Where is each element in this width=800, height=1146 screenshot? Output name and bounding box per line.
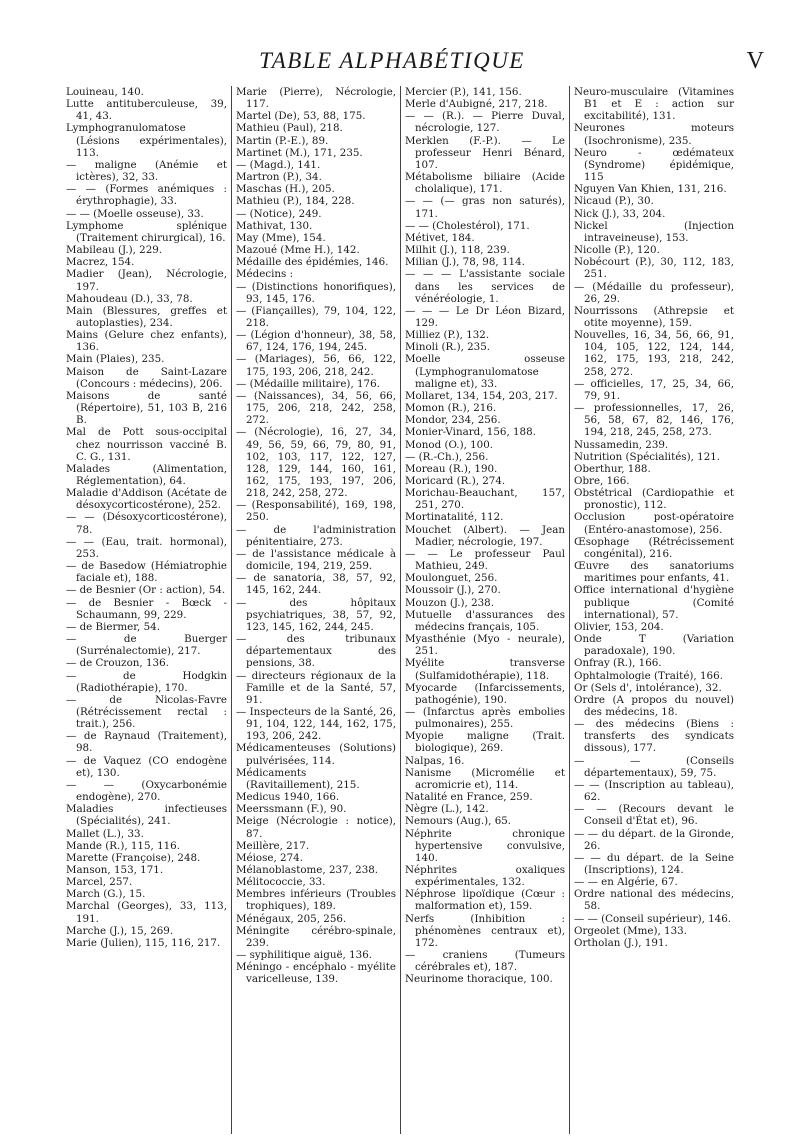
index-entry: — — (Inscription au tableau), 62.	[574, 778, 734, 804]
index-entry: Marie (Julien), 115, 116, 217.	[66, 936, 221, 949]
index-entry: Monod (O.), 100.	[405, 438, 494, 451]
index-entry: Méningo - encéphalo - myélite varicelleuse, 139.	[236, 961, 396, 986]
index-entry: — — du départ. de la Seine (Inscriptions), 124.	[574, 851, 734, 876]
index-entry: Nalpas, 16.	[405, 754, 465, 767]
index-entry: — professionnelles, 17, 26, 56, 58, 67, 82, 146, 176, 194, 218, 245, 258, 273.	[574, 402, 734, 439]
index-entry: Lutte antituberculeuse, 39, 41, 43.	[66, 98, 227, 123]
index-entry: Moulonguet, 256.	[405, 572, 498, 585]
index-entry: — de l'administration pénitentiaire, 273.	[236, 523, 396, 548]
index-entry: Médicaments (Ravitaillement), 215.	[236, 766, 360, 791]
index-entry: — — en Algérie, 67.	[574, 876, 678, 889]
index-entry: Mollaret, 134, 154, 203, 217.	[405, 389, 558, 402]
index-entry: Médecins :	[236, 268, 294, 281]
index-entry: Meerssmann (F.), 90.	[236, 803, 347, 816]
index-entry: — — — Le Dr Léon Bizard, 129.	[405, 304, 565, 329]
index-entry: Milliez (P.), 132.	[405, 329, 490, 342]
index-entry: Oberthur, 188.	[574, 462, 651, 475]
index-entry: — — (Désoxycorticostérone), 78.	[66, 511, 227, 536]
index-entry: — directeurs régionaux de la Famille et de la Santé, 57, 91.	[236, 669, 396, 706]
index-entry: — maligne (Anémie et ictères), 32, 33.	[66, 158, 227, 184]
index-entry: Nanisme (Micromélie et acromicrie et), 114.	[405, 766, 565, 791]
index-entry: — — (Recours devant le Conseil d'État et), 96.	[574, 803, 734, 828]
index-entry: Nussamedin, 239.	[574, 438, 669, 451]
index-entry: Médicamenteuses (Solutions) pulvérisées, 114.	[236, 742, 396, 767]
index-entry: Ophtalmologie (Traité), 166.	[574, 669, 723, 682]
index-entry: Meillère, 217.	[236, 839, 310, 852]
index-entry: March (G.), 15.	[66, 888, 146, 901]
index-entry: — de Biermer, 54.	[66, 620, 160, 633]
index-entry: — (Notice), 249.	[236, 207, 322, 220]
index-entry: Nick (J.), 33, 204.	[574, 207, 666, 220]
index-entry: Medicus 1940, 166.	[236, 791, 340, 804]
index-entry: Martel (De), 53, 88, 175.	[236, 110, 366, 123]
index-entry: — (Naissances), 34, 56, 66, 175, 206, 218, 242, 258, 272.	[236, 389, 396, 427]
index-entry: Main (Blessures, greffes et autoplasties), 234.	[66, 304, 227, 329]
index-entry: — (Magd.), 141.	[236, 158, 321, 171]
index-entry: Maschas (H.), 205.	[236, 183, 335, 196]
index-entry: Néphrite chronique hypertensive convulsive, 140.	[405, 827, 565, 864]
index-entry: Myopie maligne (Trait. biologique), 269.	[405, 730, 565, 755]
index-entry: Nemours (Aug.), 65.	[405, 815, 512, 828]
index-entry: Mathieu (Paul), 218.	[236, 122, 343, 135]
index-entry: Ménégaux, 205, 256.	[236, 912, 347, 925]
index-entry: Minoli (R.), 235.	[405, 341, 491, 354]
index-entry: Myocarde (Infarcissements, pathogénie), 190.	[405, 681, 565, 706]
index-entry: Maladie d'Addison (Acétate de désoxycorticostérone), 252.	[66, 487, 227, 512]
running-title: TABLE ALPHABÉTIQUE	[259, 48, 525, 73]
index-entry: Méningite cérébro-spinale, 239.	[236, 924, 396, 949]
index-entry: Lymphogranulomatose (Lésions expérimentales), 113.	[66, 122, 227, 159]
index-entry: Mains (Gelure chez enfants), 136.	[66, 329, 227, 354]
index-entry: Marette (Françoise), 248.	[66, 851, 201, 864]
index-entry: Nguyen Van Khien, 131, 216.	[574, 183, 727, 196]
index-entry: Moelle osseuse (Lymphogranulomatose maligne et), 33.	[405, 353, 565, 390]
index-entry: Louineau, 140.	[66, 86, 144, 98]
index-entry: — — (— gras non saturés), 171.	[405, 195, 565, 220]
index-entry: Malades (Alimentation, Réglementation), 64.	[66, 462, 227, 487]
index-entry: Mahoudeau (D.), 33, 78.	[66, 292, 193, 305]
index-entry: Moussoir (J.), 270.	[405, 584, 501, 597]
index-entry: Morichau-Beauchant, 157, 251, 270.	[405, 487, 565, 512]
index-entry: — de Basedow (Hémiatrophie faciale et), 188.	[66, 560, 227, 585]
index-columns	[62, 86, 780, 1134]
index-entry: — — (Cholestérol), 171.	[405, 219, 530, 232]
index-entry: — de sanatoria, 38, 57, 92, 145, 162, 244.	[236, 572, 396, 597]
index-entry: — (Légion d'honneur), 38, 58, 67, 124, 176, 194, 245.	[236, 329, 396, 354]
index-entry: Mallet (L.), 33.	[66, 827, 144, 840]
index-entry: Nourrissons (Athrepsie et otite moyenne), 159.	[574, 304, 734, 329]
index-entry: — de Buerger (Surrénalectomie), 217.	[66, 633, 227, 658]
index-entry: Nicolle (P.), 120.	[574, 244, 660, 257]
index-entry: Macrez, 154.	[66, 256, 135, 269]
index-entry: Natalité en France, 259.	[405, 791, 533, 804]
index-entry: Nobécourt (P.), 30, 112, 183, 251.	[574, 256, 734, 281]
index-entry: Mortinatalité, 112.	[405, 511, 504, 524]
index-entry: Œsophage (Rétrécissement congénital), 216.	[574, 535, 734, 560]
index-entry: Ortholan (J.), 191.	[574, 936, 668, 949]
index-entry: Orgeolet (Mme), 133.	[574, 924, 687, 937]
page-number: V	[746, 48, 764, 74]
index-entry: Milhit (J.), 118, 239.	[405, 244, 510, 257]
index-entry: Néphrose lipoïdique (Cœur : malformation et), 159.	[405, 888, 565, 913]
index-entry: Manson, 153, 171.	[66, 864, 164, 876]
index-entry: — de l'assistance médicale à domicile, 194, 219, 259.	[236, 547, 396, 573]
index-entry: — — (Eau, trait. hormonal), 253.	[66, 535, 227, 560]
index-entry: — syphilitique aiguë, 136.	[236, 949, 373, 962]
index-entry: Maladies infectieuses (Spécialités), 241.	[66, 803, 227, 828]
index-entry: — (Nécrologie), 16, 27, 34, 49, 56, 59, 66, 79, 80, 91, 102, 103, 117, 122, 127, 128, 129, 144, 160, 161, 162, 175, 193, 197, 206, 218, 242, 258, 272.	[236, 426, 396, 500]
index-entry: Nicaud (P.), 30.	[574, 195, 654, 208]
index-entry: Mal de Pott sous-occipital chez nourrisson vacciné B. C. G., 131.	[66, 426, 227, 463]
index-entry: Main (Plaies), 235.	[66, 353, 165, 366]
index-entry: — — (Conseil supérieur), 146.	[574, 912, 732, 925]
index-entry: — — (R.). — Pierre Duval, nécrologie, 127.	[405, 110, 565, 135]
index-entry: Martinet (M.), 171, 235.	[236, 146, 363, 159]
index-entry: Membres inférieurs (Troubles trophiques), 189.	[236, 888, 396, 913]
index-entry: Mélitococcie, 33.	[236, 876, 326, 889]
index-entry: — de Raynaud (Traitement), 98.	[66, 730, 227, 755]
index-entry: Marchal (Georges), 33, 113, 191.	[66, 900, 227, 925]
index-entry: Monier-Vinard, 156, 188.	[405, 426, 536, 439]
index-entry: Madier (Jean), Nécrologie, 197.	[66, 268, 227, 293]
index-entry: Moreau (R.), 190.	[405, 462, 498, 475]
index-entry: Mathivat, 130.	[236, 219, 313, 232]
index-entry: Neurinome thoracique, 100.	[405, 973, 553, 986]
index-entry: Obre, 166.	[574, 475, 630, 487]
index-entry: — — du départ. de la Gironde, 26.	[574, 827, 734, 852]
index-entry: — de Besnier (Or : action), 54.	[66, 584, 226, 597]
index-entry: Meige (Nécrologie : notice), 87.	[236, 815, 396, 840]
index-entry: — — Le professeur Paul Mathieu, 249.	[405, 547, 565, 573]
index-entry: Myélite transverse (Sulfamidothérapie), 118.	[405, 657, 565, 682]
index-entry: — de Vaquez (CO endogène et), 130.	[66, 754, 227, 779]
index-entry: Occlusion post-opératoire (Entéro-anastomose), 256.	[574, 511, 734, 536]
index-entry: Médaille des épidémies, 146.	[236, 256, 389, 269]
index-entry: — (Responsabilité), 169, 198, 250.	[236, 499, 396, 524]
index-entry: — de Besnier - Bœck - Schaumann, 99, 229.	[66, 596, 227, 621]
index-entry: — — (Conseils départementaux), 59, 75.	[574, 754, 734, 779]
index-entry: Neurones moteurs (Isochronisme), 235.	[574, 122, 734, 147]
index-entry: Moricard (R.), 274.	[405, 475, 506, 487]
index-entry: — (Médaille du professeur), 26, 29.	[574, 280, 734, 305]
index-entry: Œuvre des sanatoriums maritimes pour enfants, 41.	[574, 560, 734, 585]
index-entry: Office international d'hygiène publique (Comité international), 57.	[574, 584, 734, 621]
index-entry: — craniens (Tumeurs cérébrales et), 187.	[405, 949, 565, 974]
index-entry: Olivier, 153, 204.	[574, 620, 664, 633]
index-entry: — des tribunaux départementaux des pensions, 38.	[236, 633, 396, 670]
index-entry: — Inspecteurs de la Santé, 26, 91, 104, 122, 144, 162, 175, 193, 206, 242.	[236, 705, 396, 743]
index-entry: — des hôpitaux psychiatriques, 38, 57, 92, 123, 145, 162, 244, 245.	[236, 596, 396, 633]
index-entry: Milian (J.), 78, 98, 114.	[405, 256, 525, 269]
index-entry: Méiose, 274.	[236, 851, 303, 864]
index-entry: Ordre national des médecins, 58.	[574, 888, 734, 913]
index-entry: Ordre (A propos du nouvel) des médecins, 18.	[574, 693, 734, 718]
index-column-4	[569, 86, 738, 1134]
index-entry: — — (Moelle osseuse), 33.	[66, 207, 204, 220]
index-entry: Momon (R.), 216.	[405, 402, 497, 415]
index-entry: — de Hodgkin (Radiothérapie), 170.	[66, 669, 227, 694]
index-entry: Onde T (Variation paradoxale), 190.	[574, 633, 734, 658]
index-entry: Lymphome splénique (Traitement chirurgical), 16.	[66, 219, 227, 244]
index-entry: Mathieu (P.), 184, 228.	[236, 195, 355, 208]
index-entry: Marche (J.), 15, 269.	[66, 924, 174, 937]
index-entry: Mazoué (Mme H.), 142.	[236, 244, 360, 257]
index-entry: — (Médaille militaire), 176.	[236, 377, 380, 390]
page-header	[62, 48, 764, 82]
index-entry: — (Fiançailles), 79, 104, 122, 218.	[236, 304, 396, 329]
index-entry: Nutrition (Spécialités), 121.	[574, 450, 721, 463]
index-entry: — (Distinctions honorifiques), 93, 145, 176.	[236, 280, 396, 305]
index-entry: Métabolisme biliaire (Acide cholalique), 171.	[405, 171, 565, 196]
index-entry: Mouchet (Albert). — Jean Madier, nécrologie, 197.	[405, 523, 565, 548]
index-entry: — — (Oxycarbonémie endogène), 270.	[66, 778, 227, 804]
index-entry: Neuro - œdémateux (Syndrome) épidémique, 115	[574, 146, 734, 184]
index-entry: — (Infarctus après embolies pulmonaires), 255.	[405, 705, 565, 731]
index-entry: — de Crouzon, 136.	[66, 657, 169, 670]
index-entry: — (R.-Ch.), 256.	[405, 450, 489, 463]
index-entry: Merle d'Aubigné, 217, 218.	[405, 98, 548, 111]
index-entry: Mercier (P.), 141, 156.	[405, 86, 522, 98]
index-entry: — des médecins (Biens : transferts des syndicats dissous), 177.	[574, 718, 734, 755]
index-entry: Mutuelle d'assurances des médecins français, 105.	[405, 608, 565, 633]
index-entry: Obstétrical (Cardiopathie et pronostic), 112.	[574, 487, 734, 512]
index-entry: Néphrites oxaliques expérimentales, 132.	[405, 864, 565, 889]
index-entry: Neuro-musculaire (Vitamines B1 et E : action sur excitabilité), 131.	[574, 86, 734, 123]
index-column-2	[231, 86, 400, 1134]
index-entry: Martron (P.), 34.	[236, 171, 322, 184]
index-entry: Maisons de santé (Répertoire), 51, 103 B, 216 B.	[66, 389, 227, 427]
index-entry: Mabileau (J.), 229.	[66, 244, 163, 257]
index-entry: Mondor, 234, 256.	[405, 414, 501, 427]
index-entry: Mouzon (J.), 238.	[405, 596, 495, 609]
index-entry: — (Mariages), 56, 66, 122, 175, 193, 206, 218, 242.	[236, 353, 396, 378]
index-entry: Or (Sels d', intolérance), 32.	[574, 681, 722, 694]
index-entry: Métivet, 184.	[405, 231, 475, 244]
index-entry: Nickel (Injection intraveineuse), 153.	[574, 219, 734, 244]
index-entry: Marcel, 257.	[66, 876, 133, 889]
index-entry: Mélanoblastome, 237, 238.	[236, 864, 379, 876]
index-entry: Martin (P.-E.), 89.	[236, 134, 329, 147]
index-entry: — — (Formes anémiques : érythrophagie), 33.	[66, 183, 227, 208]
index-entry: — officielles, 17, 25, 34, 66, 79, 91.	[574, 377, 734, 402]
index-entry: May (Mme), 154.	[236, 231, 326, 244]
index-entry: Merklen (F.-P.). — Le professeur Henri Bénard, 107.	[405, 134, 565, 171]
index-column-3	[400, 86, 569, 1134]
index-entry: Nègre (L.), 142.	[405, 803, 489, 816]
index-entry: Marie (Pierre), Nécrologie, 117.	[236, 86, 396, 111]
index-column-1	[62, 86, 231, 1134]
index-entry: Mande (R.), 115, 116.	[66, 839, 181, 852]
index-entry: Nerfs (Inhibition : phénomènes centraux et), 172.	[405, 912, 565, 949]
index-entry: Nouvelles, 16, 34, 56, 66, 91, 104, 105, 122, 124, 144, 162, 175, 193, 218, 242, 258, 272.	[574, 329, 734, 378]
index-entry: Onfray (R.), 166.	[574, 657, 662, 670]
index-entry: — de Nicolas-Favre (Rétrécissement rectal : trait.), 256.	[66, 693, 227, 731]
index-entry: Maison de Saint-Lazare (Concours : médecins), 206.	[66, 365, 227, 390]
index-entry: Myasthénie (Myo - neurale), 251.	[405, 633, 565, 658]
index-entry: — — — L'assistante sociale dans les services de vénéréologie, 1.	[405, 268, 565, 305]
